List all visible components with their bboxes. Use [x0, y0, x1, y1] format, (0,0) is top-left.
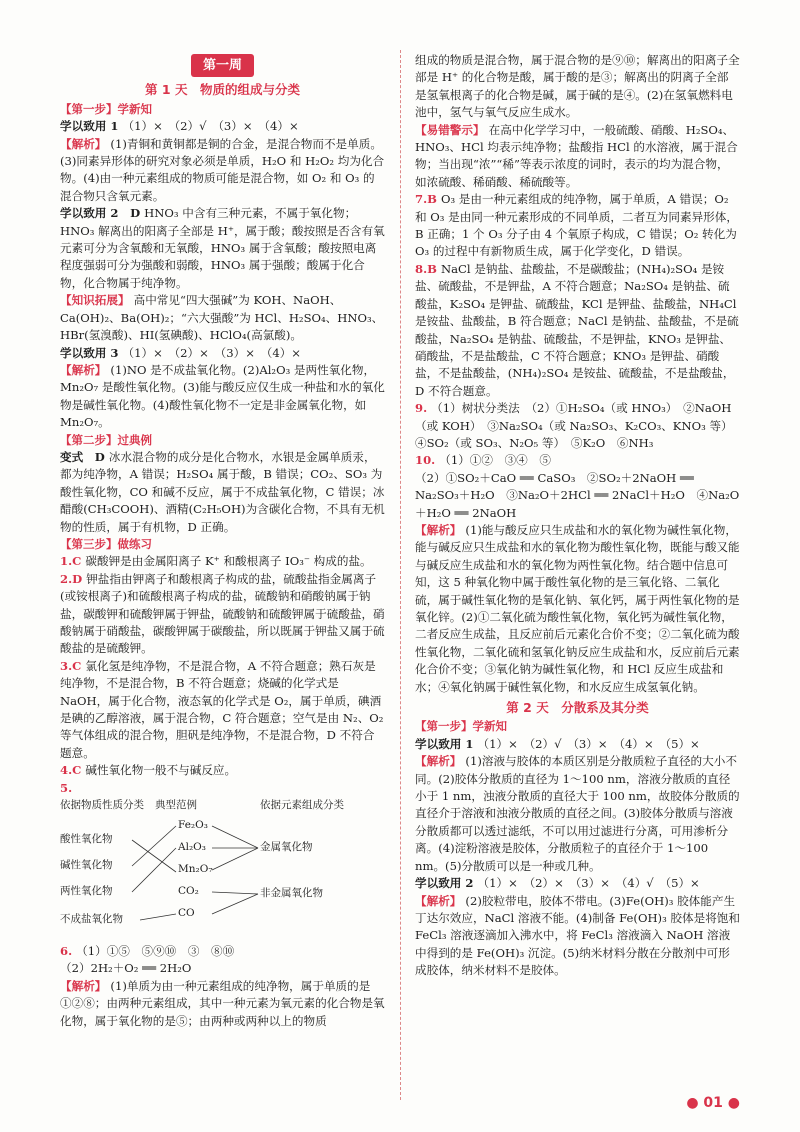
item-text: (1)青铜和黄铜都是铜的合金，是混合物而不是单质。(3)同素异形体的研究对象必须是单质，H₂O 和 H₂O₂ 均为化合物。(4)由一种元素组成的物质可能是混合物，如 O₂ 和 O₃ 的混合物只含氧元素。: [60, 136, 385, 203]
diagram-property-class: 碱性氧化物: [60, 859, 113, 872]
answer-line: [60, 118, 385, 135]
explanation-paragraph: [60, 762, 385, 779]
explanation-paragraph: [60, 553, 385, 570]
item-text: 高中常见“四大强碱”为 KOH、NaOH、Ca(OH)₂、Ba(OH)₂；“六大强酸”为 HCl、H₂SO₄、HNO₃、HBr(氢溴酸)、HI(氢碘酸)、HClO₄(高氯酸)。: [60, 293, 384, 343]
diagram-composition-class: 非金属氧化物: [260, 887, 323, 900]
answer-line: [60, 345, 385, 362]
item-label: 9.: [415, 401, 432, 416]
item-label: 【解析】: [60, 978, 111, 993]
explanation-paragraph: [60, 362, 385, 432]
item-text: （1）树状分类法 （2）①H₂SO₄（或 HNO₃） ②NaOH（或 KOH） ③Na₂SO₄（或 Na₂SO₃、K₂CO₃、KNO₃ 等） ④SO₂（或 SO₃、N₂O₅ 等） ⑤K₂O ⑥NH₃: [415, 401, 739, 450]
item-text: （1）× （2）× （3）× （4）×: [122, 345, 302, 360]
explanation-paragraph: [415, 191, 740, 261]
item-label: 8.B: [415, 261, 441, 276]
explanation-paragraph: [60, 205, 385, 292]
diagram-connector: [132, 826, 176, 866]
item-text: （1）①② ③④ ⑤: [439, 453, 551, 468]
left-body: [60, 101, 385, 1030]
item-label: 2.D: [60, 571, 87, 586]
item-text: (1)溶液与胶体的本质区别是分散质粒子直径的大小不同。(2)胶体分散质的直径为 1～100 nm，溶液分散质的直径小于 1 nm，浊液分散质的直径大于 100 nm，故胶体分散质的直径介于溶液和浊液分散质的直径之间。(3)胶体分散质与溶液分散质都可以透过滤纸，不可以用过滤进行分离，可用渗析分离。(4)淀粉溶液是胶体，分散质粒子的直径介于 1～100 nm。(5)分散质可以是一种或几种。: [415, 754, 740, 873]
diagram-connector: [132, 848, 176, 892]
item-text: 钾盐指由钾离子和酸根离子构成的盐，硫酸盐指金属离子(或铵根离子)和硫酸根离子构成的盐，硫酸钠和硝酸钠属于钠盐，碳酸钾和硫酸钾属于钾盐，硫酸钠和硫酸钾属于硫酸盐，硝酸钠属于硝酸盐，碳酸钾属于碳酸盐，所以既属于钾盐又属于硫酸盐的是硫酸钾。: [60, 571, 385, 656]
right-column: [415, 52, 740, 980]
item-label: 6.: [60, 944, 77, 959]
step-heading: 【第三步】做练习: [60, 536, 152, 551]
item-label: 【解析】: [415, 893, 466, 908]
diagram-connectors: [60, 799, 380, 939]
column-divider: [400, 50, 401, 1100]
diagram-mid-header: 典型范例: [155, 799, 197, 812]
answer-line: [415, 875, 740, 892]
item-label: 【解析】: [60, 136, 111, 151]
item-text: 组成的物质是混合物，属于混合物的是⑨⑩；解离出的阳离子全部是 H⁺ 的化合物是酸，属于酸的是③；解离出的阴离子全部是氢氧根离子的化合物是碱，属于碱的是④。(2)在氢氧燃料电池中，氢气与氧气反应生成水。: [415, 53, 740, 120]
item-label: 【解析】: [415, 754, 466, 769]
item-text: (1)能与酸反应只生成盐和水的氧化物为碱性氧化物，能与碱反应只生成盐和水的氧化物为酸性氧化物，既能与酸又能与碱反应生成盐和水的氧化物为两性氧化物。结合题中信息可知，这 5 种氧化物中属于酸性氧化物的是三氧化铬、二氧化硫，属于碱性氧化物的是氧化钠、氧化钙，属于两性氧化物的是氧化锌。(2)①二氧化硫为酸性氧化物，氧化钙为碱性氧化物，二者反应生成盐，且反应前后元素化合价不变；②二氧化硫为酸性氧化物，二氧化硫和氢氧化钠反应生成盐和水，反应前后元素化合价不变；③氧化钠为碱性氧化物，和 HCl 反应生成盐和水；④氧化钠属于碱性氧化物，和水反应生成氢氧化钠。: [415, 522, 740, 694]
explanation-paragraph: [415, 470, 740, 522]
explanation-paragraph: [415, 753, 740, 875]
explanation-paragraph: [415, 452, 740, 469]
diagram-connector: [212, 826, 258, 848]
explanation-paragraph: [415, 522, 740, 696]
diagram-example: CO: [178, 907, 195, 920]
diagram-property-class: 不成盐氧化物: [60, 913, 123, 926]
week-banner: [60, 54, 385, 77]
item-text: （1）× （2）× （3）× （4）√ （5）×: [477, 876, 700, 891]
item-label: 【解析】: [60, 362, 111, 377]
item-label: 学以致用 2 D: [60, 206, 145, 221]
item-text: （2）①SO₂＋CaO ══ CaSO₃ ②SO₂＋2NaOH ══ Na₂SO₃＋H₂O ③Na₂O＋2HCl ══ 2NaCl＋H₂O ④Na₂O＋H₂O ══ 2NaOH: [415, 470, 740, 520]
item-text: （1）× （2）√ （3）× （4）× （5）×: [477, 736, 700, 751]
item-text: (1)NO 是不成盐氧化物。(2)Al₂O₃ 是两性氧化物，Mn₂O₇ 是酸性氧化物。(3)能与酸反应仅生成一种盐和水的氧化物是碱性氧化物。(4)酸性氧化物不一定是非金属氧化物，如 Mn₂O₇。: [60, 362, 385, 430]
item-label: 学以致用 1: [60, 119, 123, 134]
answer-line: [415, 736, 740, 753]
item-label: 学以致用 1: [415, 736, 478, 751]
explanation-paragraph: [60, 960, 385, 977]
oxide-classification-diagram: [60, 799, 385, 939]
item-label: 10.: [415, 453, 440, 468]
diagram-example: Mn₂O₇: [178, 863, 213, 876]
explanation-paragraph: [60, 780, 385, 797]
item-label: 【解析】: [415, 522, 466, 537]
step-heading: 【第一步】学新知: [415, 719, 507, 734]
explanation-paragraph: [60, 136, 385, 206]
item-label: 学以致用 3: [60, 345, 123, 360]
explanation-paragraph: [415, 893, 740, 980]
item-text: HNO₃ 中含有三种元素，不属于氧化物；HNO₃ 解离出的阳离子全部是 H⁺，属于酸；酸按照是否含有氧元素可分为含氧酸和无氧酸，HNO₃ 属于含氧酸；酸按照电离程度强弱可分为强酸和弱酸，HNO₃ 属于强酸；酸属于化合物，化合物属于纯净物。: [60, 206, 385, 290]
item-label: 5.: [60, 780, 73, 795]
diagram-right-header: 依据元素组成分类: [260, 799, 344, 812]
item-text: （2）2H₂＋O₂ ══ 2H₂O: [60, 961, 192, 976]
diagram-connector: [212, 892, 258, 894]
diagram-left-header: 依据物质性质分类: [60, 799, 144, 812]
item-label: 7.B: [415, 192, 441, 207]
item-text: 碳酸钾是由金属阳离子 K⁺ 和酸根离子 IO₃⁻ 构成的盐。: [85, 554, 372, 569]
diagram-connector: [212, 894, 258, 914]
diagram-connector: [212, 848, 258, 870]
step-heading: 【第二步】过典例: [60, 432, 152, 447]
left-column: [60, 52, 385, 1030]
item-label: 变式 D: [60, 449, 109, 464]
item-text: 冰水混合物的成分是化合物水，水银是金属单质汞，都为纯净物，A 错误；H₂SO₄ 属于酸，B 错误；CO₂、SO₃ 为酸性氧化物，CO 和碱不反应，属于不成盐氧化物，C 错误；冰醋酸(CH₃COOH)、酒精(C₂H₅OH)为含碳化合物，不具有无机物的性质，属于有机物，D 正确。: [60, 449, 385, 534]
explanation-paragraph: [415, 52, 740, 122]
item-text: NaCl 是钠盐、盐酸盐，不是碳酸盐；(NH₄)₂SO₄ 是铵盐、硫酸盐，不是钾盐，A 不符合题意；Na₂SO₄ 是钠盐、硫酸盐，K₂SO₄ 是钾盐、硫酸盐，KCl 是钾盐、盐酸盐，NH₄Cl 是铵盐、盐酸盐，B 符合题意；NaCl 是钠盐、盐酸盐，不是硫酸盐，Na₂SO₄ 是钠盐、硫酸盐，不是钾盐，KNO₃ 是钾盐、硝酸盐，不是盐酸盐，C 不符合题意；KNO₃ 是钾盐、硝酸盐，不是盐酸盐，(NH₄)₂SO₄ 是铵盐、硫酸盐，不是盐酸盐，D 不符合题意。: [415, 261, 739, 398]
explanation-paragraph: [415, 261, 740, 400]
item-text: 碱性氧化物一般不与碱反应。: [85, 763, 237, 778]
explanation-paragraph: [60, 943, 385, 960]
step-heading: 【第一步】学新知: [60, 101, 152, 116]
explanation-paragraph: [60, 292, 385, 344]
item-text: （1）× （2）√ （3）× （4）×: [122, 119, 299, 134]
right-body: [415, 52, 740, 980]
explanation-paragraph: [415, 400, 740, 452]
week-title: 第一周: [191, 54, 254, 77]
diagram-example: CO₂: [178, 885, 199, 898]
item-text: 在高中化学学习中，一般硫酸、硝酸、H₂SO₄、HNO₃、HCl 均表示纯净物；盐酸指 HCl 的水溶液，属于混合物；当出现“浓”“稀”等表示浓度的词时，表示的均为混合物，如浓硫酸、稀硝酸、稀硫酸等。: [415, 122, 738, 189]
day1-title: 第 1 天 物质的组成与分类: [145, 82, 300, 98]
item-text: （1）①⑤ ⑤⑨⑩ ③ ⑧⑩: [76, 944, 235, 959]
item-text: 氯化氢是纯净物，不是混合物，A 不符合题意；熟石灰是纯净物，不是混合物，B 不符合题意；烧碱的化学式是 NaOH，属于化合物，液态氧的化学式是 O₂，属于单质，碘酒是碘的乙醇溶液，属于混合物，C 符合题意；空气是由 N₂、O₂ 等气体组成的混合物，胆矾是纯净物，不是混合物，D 不符合题意。: [60, 658, 384, 760]
item-label: 3.C: [60, 658, 86, 673]
diagram-example: Fe₂O₃: [178, 819, 208, 832]
diagram-connector: [140, 914, 176, 920]
explanation-paragraph: [60, 571, 385, 658]
item-label: 4.C: [60, 763, 86, 778]
item-text: (2)胶粒带电，胶体不带电。(3)Fe(OH)₃ 胶体能产生丁达尔效应，NaCl 溶液不能。(4)制备 Fe(OH)₃ 胶体是将饱和 FeCl₃ 溶液逐滴加入沸水中，将 FeCl₃ 溶液滴入 NaOH 溶液中得到的是 Fe(OH)₃ 沉淀。(5)纳米材料分散在分散剂中可形成胶体，纳米材料不是胶体。: [415, 893, 740, 978]
item-text: (1)单质为由一种元素组成的纯净物，属于单质的是①②⑧；由两种元素组成，其中一种元素为氧元素的化合物是氧化物，属于氧化物的是⑤；由两种或两种以上的物质: [60, 978, 385, 1028]
item-label: 【易错警示】: [415, 122, 489, 137]
diagram-property-class: 两性氧化物: [60, 885, 113, 898]
day2-title: 第 2 天 分散系及其分类: [506, 700, 649, 716]
diagram-connector: [132, 840, 176, 872]
explanation-paragraph: [60, 449, 385, 536]
explanation-paragraph: [415, 122, 740, 192]
diagram-property-class: 酸性氧化物: [60, 833, 113, 846]
diagram-example: Al₂O₃: [178, 841, 206, 854]
diagram-composition-class: 金属氧化物: [260, 841, 313, 854]
item-label: 【知识拓展】: [60, 293, 134, 308]
explanation-paragraph: [60, 658, 385, 762]
explanation-paragraph: [60, 978, 385, 1030]
item-label: 学以致用 2: [415, 876, 478, 891]
item-label: 1.C: [60, 554, 86, 569]
page-number: ● 01 ●: [686, 1094, 740, 1111]
item-text: O₃ 是由一种元素组成的纯净物，属于单质，A 错误；O₂ 和 O₃ 是由同一种元素形成的不同单质，二者互为同素异形体，B 正确；1 个 O₃ 分子由 4 个氧原子构成，C 错误；O₂ 转化为 O₃ 的过程中有新物质生成，属于化学变化，D 错误。: [415, 192, 738, 259]
